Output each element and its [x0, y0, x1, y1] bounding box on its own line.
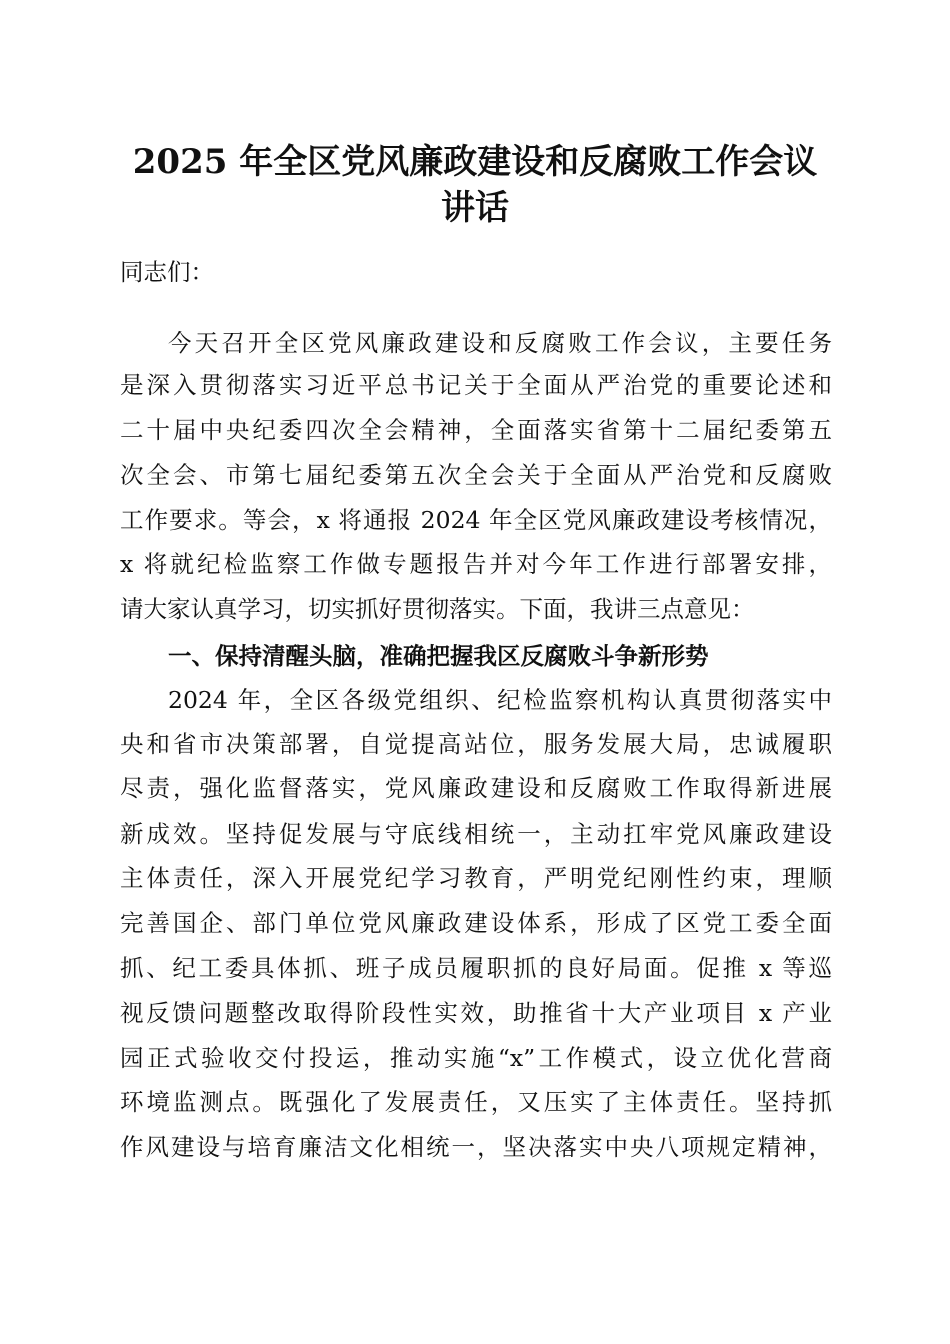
salutation: 同志们：: [120, 258, 214, 286]
paragraph-2-line: 完善国企、部门单位党风廉政建设体系，形成了区党工委全面: [120, 909, 832, 937]
paragraph-1-line: 工作要求。等会，x 将通报 2024 年全区党风廉政建设考核情况，: [120, 506, 832, 534]
paragraph-1-line: 是深入贯彻落实习近平总书记关于全面从严治党的重要论述和: [120, 371, 832, 399]
paragraph-2-line: 主体责任，深入开展党纪学习教育，严明党纪刚性约束，理顺: [120, 864, 832, 892]
paragraph-2-line: 央和省市决策部署，自觉提高站位，服务发展大局，忠诚履职: [120, 730, 832, 758]
paragraph-1-line: 请大家认真学习，切实抓好贯彻落实。下面，我讲三点意见：: [120, 595, 755, 623]
paragraph-1-line: 次全会、市第七届纪委第五次全会关于全面从严治党和反腐败: [120, 461, 832, 489]
paragraph-2-line: 作风建设与培育廉洁文化相统一，坚决落实中央八项规定精神，: [120, 1133, 832, 1161]
paragraph-2-line: 环境监测点。既强化了发展责任，又压实了主体责任。坚持抓: [120, 1088, 832, 1116]
document-title-line-1: 2025 年全区党风廉政建设和反腐败工作会议: [132, 142, 818, 182]
paragraph-2-line: 抓、纪工委具体抓、班子成员履职抓的良好局面。促推 x 等巡: [120, 954, 832, 982]
paragraph-2-line: 新成效。坚持促发展与守底线相统一，主动扛牢党风廉政建设: [120, 820, 832, 848]
paragraph-1-line: x 将就纪检监察工作做专题报告并对今年工作进行部署安排，: [120, 550, 832, 578]
section-1-heading: 一、保持清醒头脑，准确把握我区反腐败斗争新形势: [168, 642, 709, 670]
paragraph-2-line: 园正式验收交付投运，推动实施“x”工作模式，设立优化营商: [120, 1044, 832, 1072]
paragraph-2-line: 2024 年，全区各级党组织、纪检监察机构认真贯彻落实中: [168, 686, 832, 714]
paragraph-1-line: 今天召开全区党风廉政建设和反腐败工作会议，主要任务: [168, 329, 832, 357]
paragraph-2-line: 尽责，强化监督落实，党风廉政建设和反腐败工作取得新进展: [120, 774, 832, 802]
paragraph-1-line: 二十届中央纪委四次全会精神，全面落实省第十二届纪委第五: [120, 416, 832, 444]
document-title-line-2: 讲话: [441, 188, 509, 228]
paragraph-2-line: 视反馈问题整改取得阶段性实效，助推省十大产业项目 x 产业: [120, 999, 832, 1027]
